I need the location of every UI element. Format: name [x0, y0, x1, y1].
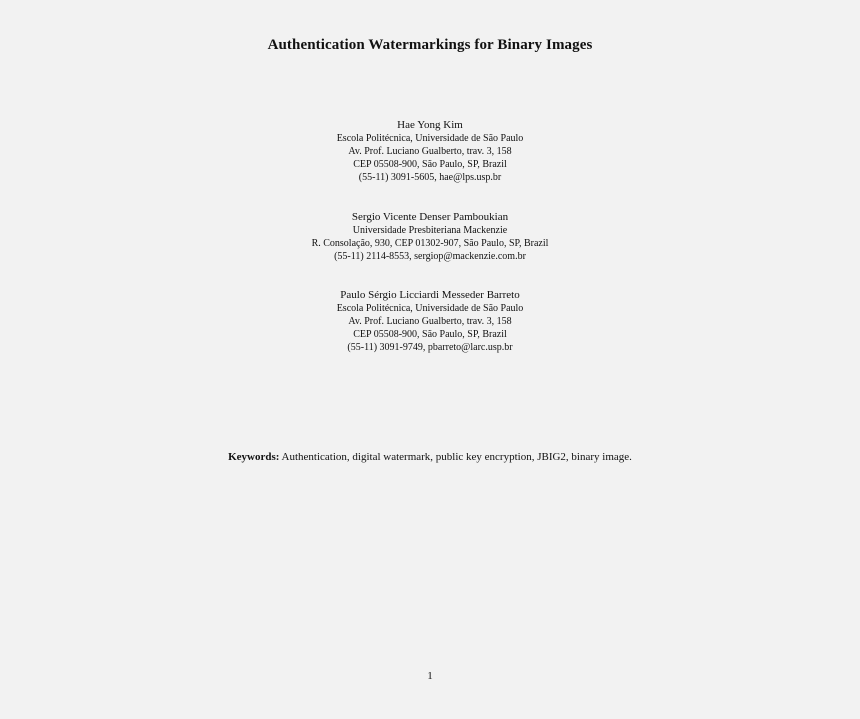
- keywords-text: Authentication, digital watermark, public key encryption, JBIG2, binary image.: [279, 451, 632, 463]
- author-city: CEP 05508-900, São Paulo, SP, Brazil: [353, 159, 507, 170]
- author-address: Av. Prof. Luciano Gualberto, trav. 3, 158: [348, 316, 512, 327]
- author-city: CEP 05508-900, São Paulo, SP, Brazil: [353, 329, 507, 340]
- author-address: Av. Prof. Luciano Gualberto, trav. 3, 158: [348, 146, 512, 157]
- author-name: Sergio Vicente Denser Pamboukian: [351, 211, 509, 223]
- keywords-line: [0, 451, 860, 463]
- author-affiliation: Escola Politécnica, Universidade de São Paulo: [336, 303, 524, 314]
- author-contact: (55-11) 3091-5605, hae@lps.usp.br: [358, 172, 502, 183]
- author-block-3: [0, 289, 860, 354]
- author-contact: (55-11) 2114-8553, sergiop@mackenzie.com.br: [334, 251, 526, 262]
- paper-title: Authentication Watermarkings for Binary Images: [267, 37, 593, 53]
- author-block-2: [0, 211, 860, 263]
- author-name: Paulo Sérgio Licciardi Messeder Barreto: [340, 289, 520, 301]
- author-name: Hae Yong Kim: [397, 119, 463, 131]
- page-number: 1: [427, 670, 433, 682]
- author-contact: (55-11) 3091-9749, pbarreto@larc.usp.br: [347, 342, 513, 353]
- author-address: R. Consolação, 930, CEP 01302-907, São Paulo, SP, Brazil: [311, 238, 549, 249]
- keywords-label: Keywords:: [228, 451, 280, 463]
- author-affiliation: Universidade Presbiteriana Mackenzie: [352, 225, 508, 236]
- author-affiliation: Escola Politécnica, Universidade de São Paulo: [336, 133, 524, 144]
- author-block-1: [0, 119, 860, 184]
